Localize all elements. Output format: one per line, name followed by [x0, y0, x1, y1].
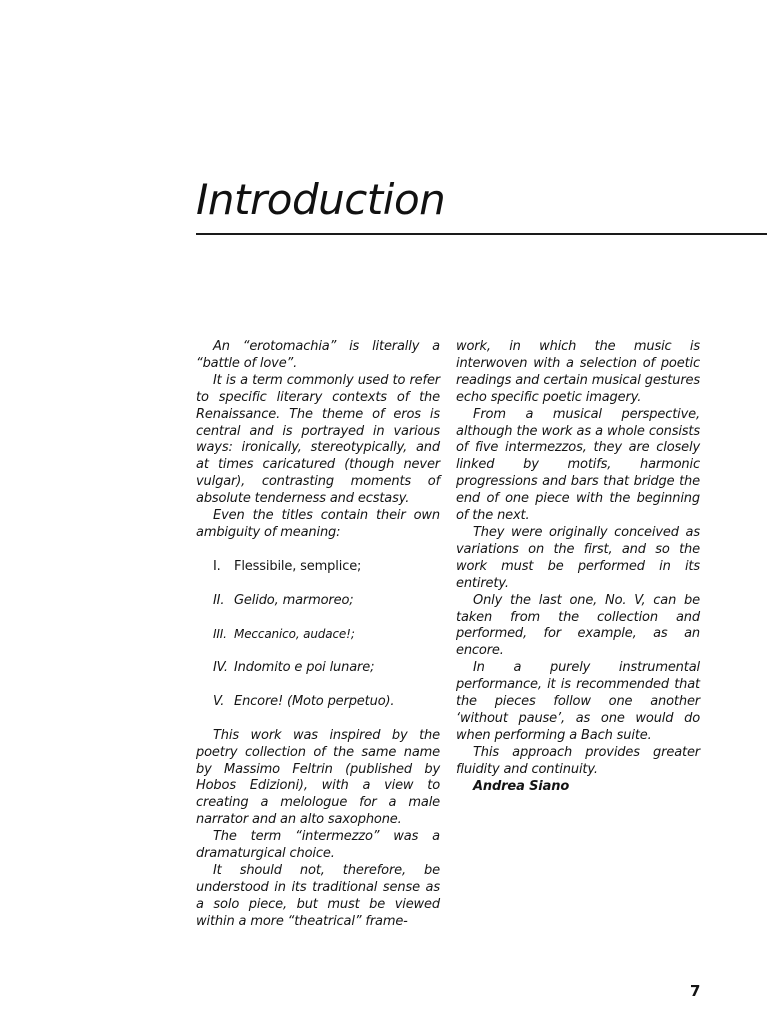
- list-item-text: Meccanico, audace!;: [234, 627, 355, 642]
- paragraph: From a musical perspective, although the work as a whole consists of five intermezzos, they are closely linked by motifs, harmonic progressions and bars that bridge the end of one piece with the beginning of the next.: [456, 406, 700, 524]
- paragraph: An “erotomachia” is literally a “battle of love”.: [196, 339, 440, 371]
- paragraph: work, in which the music is interwoven with a selection of poetic readings and certain musical gestures echo specific poetic imagery.: [456, 339, 700, 405]
- paragraph: This work was inspired by the poetry collection of the same name by Massimo Feltrin (published by Hobos Edizioni), with a view to creating a melologue for a male narrator and an alto saxophone.: [196, 727, 440, 828]
- list-item-number: III.: [213, 627, 227, 642]
- title-underline: [196, 233, 767, 235]
- list-item-number: I.: [213, 558, 221, 574]
- list-item-number: V.: [213, 693, 225, 709]
- list-item-text: Flessibile, semplice;: [234, 558, 362, 574]
- paragraph: Only the last one, No. V, can be taken from the collection and performed, for example, as an encore.: [456, 592, 700, 659]
- page-number: 7: [690, 982, 701, 1000]
- page-title: Introduction: [196, 175, 446, 224]
- list-item-text: Encore! (Moto perpetuo).: [234, 693, 395, 709]
- left-column: [196, 339, 440, 931]
- list-item: [196, 559, 440, 576]
- title-list: [196, 559, 440, 711]
- list-item-text: Gelido, marmoreo;: [234, 592, 354, 608]
- paragraph: It is a term commonly used to refer to specific literary contexts of the Renaissance. The theme of eros is central and is portrayed in various ways: ironically, stereotypically, and at times caricatured (though never vulgar), contrasting moments of absolute tenderness and ecstasy.: [196, 372, 440, 507]
- list-item: [196, 694, 440, 711]
- author-signature: Andrea Siano: [473, 778, 570, 794]
- paragraph: They were originally conceived as variations on the first, and so the work must be performed in its entirety.: [456, 524, 700, 591]
- paragraph: This approach provides greater fluidity and continuity.: [456, 744, 700, 777]
- list-item-number: IV.: [213, 660, 228, 676]
- list-item: [196, 660, 440, 677]
- list-item: [196, 593, 440, 610]
- list-item-number: II.: [213, 592, 225, 608]
- paragraph: In a purely instrumental performance, it is recommended that the pieces follow one another ‘without pause’, as one would do when performing a Bach suite.: [456, 660, 700, 743]
- paragraph: It should not, therefore, be understood in its traditional sense as a solo piece, but must be viewed within a more “theatrical” frame-: [196, 863, 440, 929]
- paragraph: The term “intermezzo” was a dramaturgical choice.: [196, 829, 440, 862]
- right-column: [456, 339, 700, 795]
- paragraph: Even the titles contain their own ambiguity of meaning:: [196, 508, 440, 540]
- list-item: [196, 626, 440, 643]
- list-item-text: Indomito e poi lunare;: [234, 660, 375, 676]
